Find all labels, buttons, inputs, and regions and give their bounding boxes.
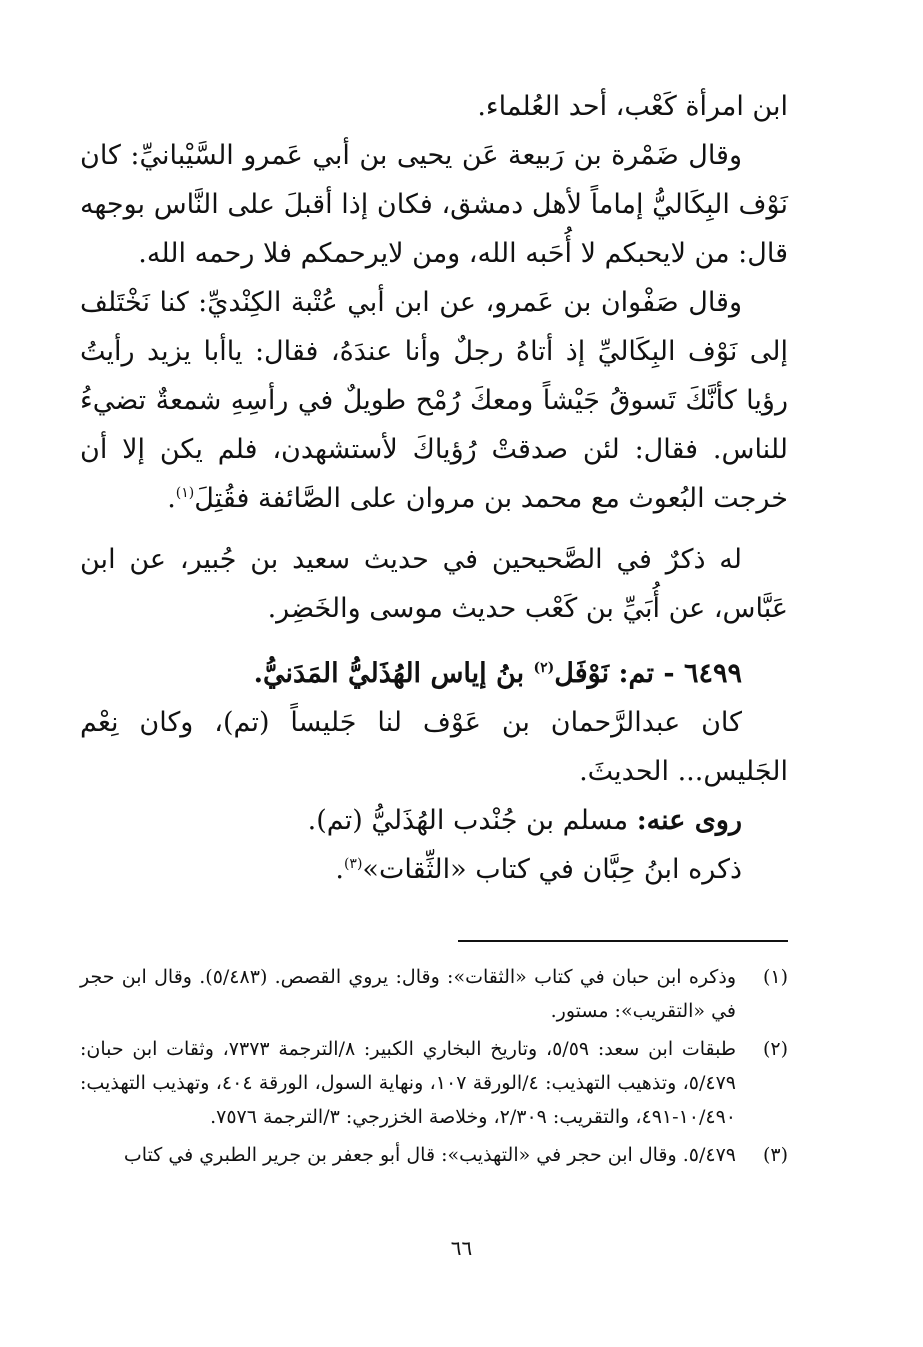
paragraph-2: وقال ضَمْرة بن رَبيعة عَن يحيى بن أبي عَمرو السَّيْبانيِّ: كان نَوْف البِكَاليُّ إماماً لأهل دمشق، فكان إذا أقبلَ على النَّاس بوجهه قال: من لايحبكم لا أُحَبه الله، ومن لايرحمكم فلا رحمه الله. [80, 140, 788, 269]
footnote-1 [80, 960, 788, 1028]
footnote-number: (٢) [762, 1038, 788, 1060]
paragraph-6-text: مسلم بن جُنْدب الهُذَليُّ (تم). [307, 805, 637, 836]
entry-number-title: ٦٤٩٩ - تم: نَوْفَل [554, 658, 742, 689]
footnote-ref-3[interactable]: (٣) [343, 856, 363, 872]
footnotes [80, 960, 788, 1176]
paragraph-3 [80, 278, 788, 523]
footnote-text: وذكره ابن حبان في كتاب «الثقات»: وقال: يروي القصص. (٥/٤٨٣). وقال ابن حجر في «التقريب»: مستور. [80, 966, 736, 1022]
narrated-label: روى عنه: [636, 805, 742, 836]
main-text [80, 82, 788, 894]
footnote-number: (٣) [762, 1144, 788, 1166]
paragraph-3-end: . [167, 483, 176, 514]
paragraph-7 [80, 845, 788, 894]
paragraph-7-end: . [335, 854, 344, 885]
footnote-ref-2[interactable]: (٢) [533, 660, 555, 676]
paragraph-1: ابن امرأة كَعْب، أحد العُلماء. [477, 91, 788, 122]
paragraph-7-text: ذكره ابنُ حِبَّان في كتاب «الثِّقات» [362, 854, 742, 885]
footnote-2 [80, 1032, 788, 1134]
paragraph-4: له ذكرٌ في الصَّحيحين في حديث سعيد بن جُبير، عن ابن عَبَّاس، عن أُبَيِّ بن كَعْب حديث موسى والخَضِر. [80, 544, 788, 624]
footnote-separator [458, 940, 788, 942]
paragraph-5: كان عبدالرَّحمان بن عَوْف لنا جَليساً (تم)، وكان نِعْم الجَليس... الحديثَ. [80, 707, 788, 787]
paragraph-3-text: وقال صَفْوان بن عَمرو، عن ابن أبي عُتْبة الكِنْديِّ: كنا نَخْتَلف إلى نَوْف البِكَاليِّ إذ أتاهُ رجلٌ وأنا عندَهُ، فقال: ياأبا يزيد رأيتُ رؤيا كأنَّكَ تَسوقُ جَيْشاً ومعكَ رُمْح طويلٌ في رأسِهِ شمعةٌ تضيءُ للناس. فقال: لئن صدقتْ رُؤياكَ لأستشهدن، فلم يكن إلا أن خرجت البُعوث مع محمد بن مروان على الصَّائفة فقُتِلَ [80, 287, 788, 514]
entry-heading [80, 649, 788, 698]
footnote-number: (١) [762, 966, 788, 988]
footnote-3 [80, 1138, 788, 1172]
footnote-text: ٥/٤٧٩. وقال ابن حجر في «التهذيب»: قال أبو جعفر بن جرير الطبري في كتاب [123, 1144, 736, 1166]
entry-title-rest: بنُ إياس الهُذَليُّ المَدَنيُّ. [253, 658, 534, 689]
page-number: ٦٦ [450, 1236, 473, 1260]
paragraph-6 [80, 796, 788, 845]
footnote-ref-1[interactable]: (١) [175, 485, 195, 501]
footnote-text: طبقات ابن سعد: ٥/٥٩، وتاريخ البخاري الكبير: ٨/الترجمة ٧٣٧٣، وثقات ابن حبان: ٥/٤٧٩، وتذهيب التهذيب: ٤/الورقة ١٠٧، ونهاية السول، الورقة ٤٠٤، وتهذيب التهذيب: ١٠/٤٩٠-٤٩١، والتقريب: ٢/٣٠٩، وخلاصة الخزرجي: ٣/الترجمة ٧٥٧٦. [80, 1038, 737, 1128]
